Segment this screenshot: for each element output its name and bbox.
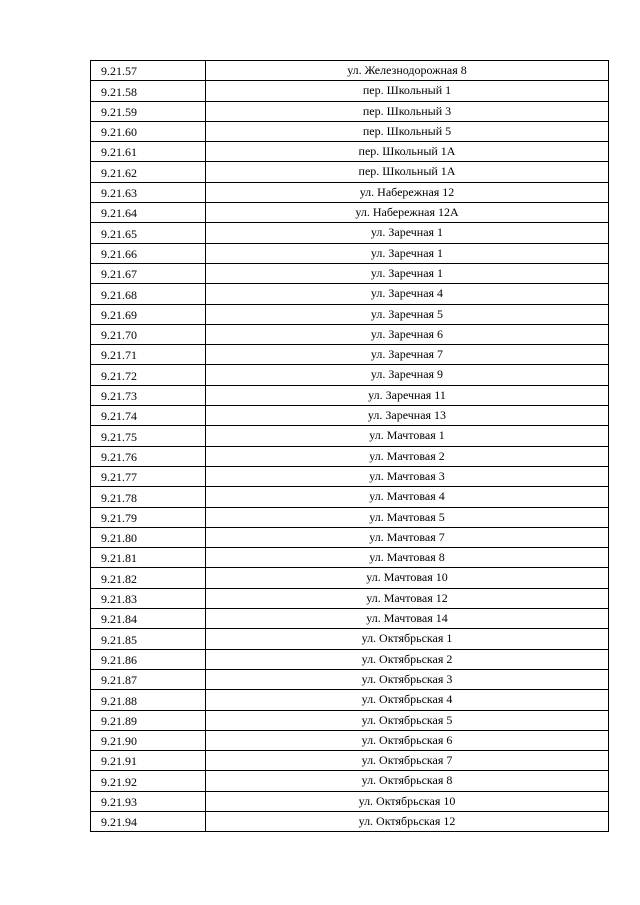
row-code: 9.21.65 (91, 223, 206, 243)
row-code: 9.21.80 (91, 527, 206, 547)
row-code: 9.21.60 (91, 121, 206, 141)
table-row (91, 426, 609, 446)
row-address: ул. Заречная 7 (206, 345, 609, 365)
table-row (91, 629, 609, 649)
row-code: 9.21.59 (91, 101, 206, 121)
table-row (91, 345, 609, 365)
row-address: ул. Октябрьская 6 (206, 730, 609, 750)
row-address: ул. Мачтовая 4 (206, 487, 609, 507)
table-row (91, 406, 609, 426)
row-address: ул. Октябрьская 3 (206, 669, 609, 689)
row-address: ул. Октябрьская 12 (206, 811, 609, 831)
row-address: ул. Октябрьская 2 (206, 649, 609, 669)
row-code: 9.21.88 (91, 690, 206, 710)
table-row (91, 365, 609, 385)
row-code: 9.21.94 (91, 811, 206, 831)
table-row (91, 263, 609, 283)
table-row (91, 669, 609, 689)
table-row (91, 203, 609, 223)
table-row (91, 527, 609, 547)
row-address: ул. Набережная 12А (206, 203, 609, 223)
table-row (91, 182, 609, 202)
row-code: 9.21.70 (91, 324, 206, 344)
table-row (91, 162, 609, 182)
row-address: ул. Набережная 12 (206, 182, 609, 202)
address-table-body (91, 61, 609, 832)
table-row (91, 304, 609, 324)
row-address: ул. Октябрьская 10 (206, 791, 609, 811)
row-address: ул. Заречная 9 (206, 365, 609, 385)
row-code: 9.21.62 (91, 162, 206, 182)
row-address: ул. Заречная 11 (206, 385, 609, 405)
row-code: 9.21.77 (91, 466, 206, 486)
row-address: ул. Мачтовая 1 (206, 426, 609, 446)
table-row (91, 507, 609, 527)
row-address: ул. Мачтовая 10 (206, 568, 609, 588)
table-row (91, 223, 609, 243)
table-row (91, 771, 609, 791)
table-row (91, 142, 609, 162)
row-code: 9.21.74 (91, 406, 206, 426)
row-code: 9.21.67 (91, 263, 206, 283)
row-code: 9.21.79 (91, 507, 206, 527)
row-code: 9.21.93 (91, 791, 206, 811)
row-address: ул. Октябрьская 7 (206, 751, 609, 771)
row-code: 9.21.66 (91, 243, 206, 263)
row-code: 9.21.84 (91, 609, 206, 629)
row-address: ул. Мачтовая 12 (206, 588, 609, 608)
row-code: 9.21.89 (91, 710, 206, 730)
table-row (91, 61, 609, 81)
row-code: 9.21.91 (91, 751, 206, 771)
row-code: 9.21.81 (91, 548, 206, 568)
row-address: ул. Мачтовая 3 (206, 466, 609, 486)
table-row (91, 81, 609, 101)
row-code: 9.21.82 (91, 568, 206, 588)
row-code: 9.21.75 (91, 426, 206, 446)
row-address: ул. Заречная 6 (206, 324, 609, 344)
row-code: 9.21.69 (91, 304, 206, 324)
table-row (91, 446, 609, 466)
row-address: ул. Заречная 1 (206, 223, 609, 243)
row-address: ул. Мачтовая 7 (206, 527, 609, 547)
row-address: ул. Заречная 1 (206, 263, 609, 283)
row-address: ул. Октябрьская 4 (206, 690, 609, 710)
row-code: 9.21.86 (91, 649, 206, 669)
row-address: ул. Октябрьская 8 (206, 771, 609, 791)
row-code: 9.21.90 (91, 730, 206, 750)
row-code: 9.21.68 (91, 284, 206, 304)
row-address: ул. Заречная 13 (206, 406, 609, 426)
table-row (91, 548, 609, 568)
row-code: 9.21.85 (91, 629, 206, 649)
table-row (91, 466, 609, 486)
table-row (91, 324, 609, 344)
row-address: ул. Мачтовая 5 (206, 507, 609, 527)
table-row (91, 243, 609, 263)
row-address: ул. Заречная 4 (206, 284, 609, 304)
table-row (91, 588, 609, 608)
table-row (91, 284, 609, 304)
row-address: пер. Школьный 1А (206, 162, 609, 182)
table-row (91, 791, 609, 811)
row-address: пер. Школьный 1А (206, 142, 609, 162)
row-address: ул. Мачтовая 14 (206, 609, 609, 629)
table-row (91, 568, 609, 588)
table-row (91, 609, 609, 629)
table-row (91, 487, 609, 507)
table-row (91, 649, 609, 669)
row-address: ул. Заречная 1 (206, 243, 609, 263)
row-code: 9.21.92 (91, 771, 206, 791)
row-address: пер. Школьный 3 (206, 101, 609, 121)
row-address: ул. Октябрьская 1 (206, 629, 609, 649)
table-row (91, 385, 609, 405)
row-code: 9.21.58 (91, 81, 206, 101)
table-row (91, 730, 609, 750)
table-row (91, 710, 609, 730)
table-row (91, 751, 609, 771)
row-address: ул. Мачтовая 2 (206, 446, 609, 466)
row-code: 9.21.87 (91, 669, 206, 689)
row-code: 9.21.61 (91, 142, 206, 162)
table-row (91, 690, 609, 710)
row-address: ул. Мачтовая 8 (206, 548, 609, 568)
row-address: пер. Школьный 5 (206, 121, 609, 141)
table-row (91, 121, 609, 141)
row-code: 9.21.73 (91, 385, 206, 405)
row-code: 9.21.76 (91, 446, 206, 466)
row-address: ул. Заречная 5 (206, 304, 609, 324)
row-code: 9.21.63 (91, 182, 206, 202)
row-code: 9.21.72 (91, 365, 206, 385)
address-table (90, 60, 609, 832)
row-code: 9.21.57 (91, 61, 206, 81)
table-row (91, 101, 609, 121)
row-address: пер. Школьный 1 (206, 81, 609, 101)
row-address: ул. Октябрьская 5 (206, 710, 609, 730)
row-code: 9.21.83 (91, 588, 206, 608)
row-code: 9.21.78 (91, 487, 206, 507)
row-code: 9.21.64 (91, 203, 206, 223)
table-row (91, 811, 609, 831)
row-address: ул. Железнодорожная 8 (206, 61, 609, 81)
row-code: 9.21.71 (91, 345, 206, 365)
